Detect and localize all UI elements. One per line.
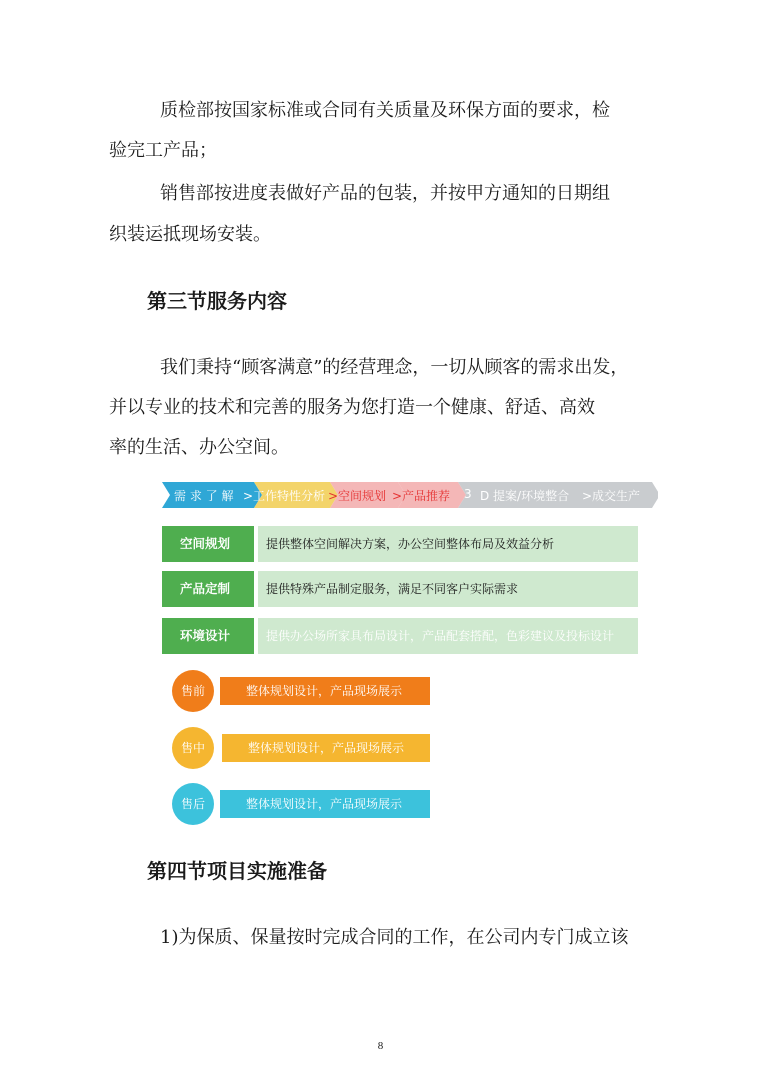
service-infographic — [162, 478, 660, 824]
step-space-planning: >空间规划 — [328, 489, 387, 503]
service-desc: 提供特殊产品制定服务，满足不同客户实际需求 — [258, 571, 638, 607]
step-number: 3 — [464, 487, 472, 501]
service-desc: 提供办公场所家具布局设计，产品配套搭配，色彩建议及投标设计 — [258, 618, 638, 654]
step-demand: 需 求 了 解 — [174, 489, 234, 503]
step-proposal: D 提案/环境整合 — [480, 489, 570, 503]
stage-circle-presale: 售前 — [172, 670, 214, 712]
page-number: 8 — [377, 1040, 384, 1052]
paragraph-service-line2: 并以专业的技术和完善的服务为您打造一个健康、舒适、高效 — [109, 397, 595, 418]
service-tag: 环境设计 — [162, 618, 254, 654]
stage-bar-presale: 整体规划设计，产品现场展示 — [220, 677, 430, 705]
paragraph-service-line1: 我们秉持“顾客满意”的经营理念，一切从顾客的需求出发， — [160, 357, 629, 378]
heading-section-3: 第三节服务内容 — [147, 289, 287, 313]
paragraph-quality-line1: 质检部按国家标准或合同有关质量及环保方面的要求，检 — [160, 100, 610, 121]
stage-bar-aftersale: 整体规划设计，产品现场展示 — [220, 790, 430, 818]
service-row-space — [162, 526, 638, 562]
paragraph-sales-line2: 织装运抵现场安装。 — [109, 224, 271, 245]
paragraph-quality-line2: 验完工产品； — [109, 140, 217, 161]
paragraph-service-line3: 率的生活、办公空间。 — [109, 437, 289, 458]
stage-bar-insale: 整体规划设计，产品现场展示 — [222, 734, 430, 762]
paragraph-prep-line1: 1)为保质、保量按时完成合同的工作，在公司内专门成立该 — [160, 927, 629, 948]
service-row-environment — [162, 618, 638, 654]
service-desc: 提供整体空间解决方案，办公空间整体布局及效益分析 — [258, 526, 638, 562]
heading-section-4: 第四节项目实施准备 — [147, 859, 327, 883]
paragraph-sales-line1: 销售部按进度表做好产品的包装，并按甲方通知的日期组 — [160, 183, 610, 204]
step-analysis: >工作特性分析 — [243, 489, 326, 503]
stage-circle-aftersale: 售后 — [172, 783, 214, 825]
stage-circle-insale: 售中 — [172, 727, 214, 769]
service-row-custom — [162, 571, 638, 607]
service-tag: 空间规划 — [162, 526, 254, 562]
step-production: >成交生产 — [582, 489, 641, 503]
service-tag: 产品定制 — [162, 571, 254, 607]
step-product-recommend: >产品推荐 — [392, 489, 451, 503]
